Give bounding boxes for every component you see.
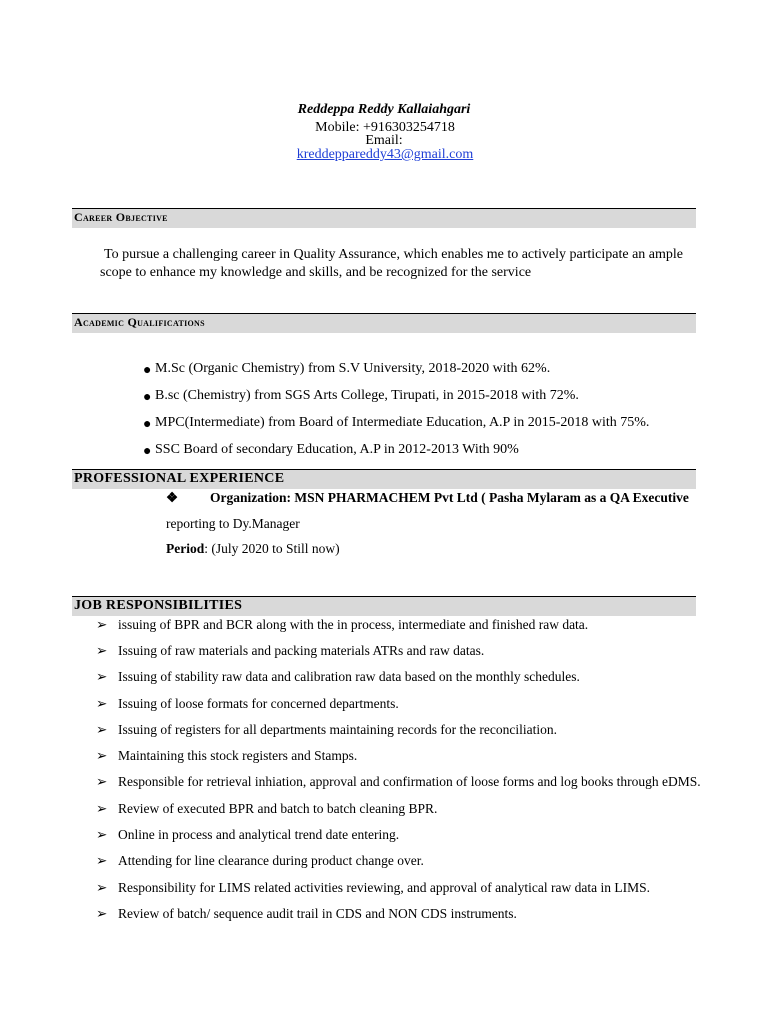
arrow-bullet-icon: ➢ [96, 827, 108, 842]
arrow-bullet-icon: ➢ [96, 853, 108, 868]
professional-experience-header [72, 469, 696, 489]
organization-line: ❖ Organization: MSN PHARMACHEM Pvt Ltd ( Pasha Mylaram as a QA Executive [166, 490, 689, 505]
candidate-name: Reddeppa Reddy Kallaiahgari [297, 102, 471, 117]
list-item: ➢ Attending for line clearance during product change over. [96, 853, 424, 868]
bullet-icon: ● [143, 363, 152, 378]
list-item: ➢ Responsibility for LIMS related activities reviewing, and approval of analytical raw data in LIMS. [96, 880, 650, 895]
email-label: Email: [365, 133, 403, 148]
job-responsibilities-header [72, 596, 696, 616]
arrow-bullet-icon: ➢ [96, 906, 108, 921]
list-item: ➢ Review of batch/ sequence audit trail in CDS and NON CDS instruments. [96, 906, 517, 921]
arrow-bullet-icon: ➢ [96, 617, 108, 632]
list-item: ➢ Issuing of stability raw data and calibration raw data based on the monthly schedules. [96, 669, 580, 684]
career-objective-header [72, 208, 696, 228]
bullet-icon: ● [143, 417, 152, 432]
list-item: ● MPC(Intermediate) from Board of Intermediate Education, A.P in 2015-2018 with 75%. [143, 415, 650, 432]
bullet-icon: ● [143, 390, 152, 405]
list-item: ● B.sc (Chemistry) from SGS Arts College, Tirupati, in 2015-2018 with 72%. [143, 388, 579, 405]
section-title: JOB RESPONSIBILITIES [74, 598, 243, 613]
list-item: ● SSC Board of secondary Education, A.P in 2012-2013 With 90% [143, 442, 519, 459]
list-item: ➢ Issuing of loose formats for concerned departments. [96, 696, 399, 711]
arrow-bullet-icon: ➢ [96, 669, 108, 684]
list-item: ➢ Issuing of raw materials and packing materials ATRs and raw datas. [96, 643, 485, 658]
list-item: ➢ Maintaining this stock registers and Stamps. [96, 748, 358, 763]
section-title: PROFESSIONAL EXPERIENCE [74, 471, 285, 486]
arrow-bullet-icon: ➢ [96, 774, 108, 789]
arrow-bullet-icon: ➢ [96, 722, 108, 737]
arrow-bullet-icon: ➢ [96, 748, 108, 763]
list-item: ➢ Responsible for retrieval inhiation, approval and confirmation of loose forms and log books through eDMS. [96, 774, 701, 789]
academic-qualifications-header [72, 313, 696, 333]
diamond-bullet-icon: ❖ [166, 490, 179, 505]
mobile-number: Mobile: +916303254718 [315, 120, 455, 135]
career-objective-text: To pursue a challenging career in Quality Assurance, which enables me to actively participate an ample scope to enhance my knowledge and skills, and be recognized for the service [100, 247, 684, 280]
email-link[interactable]: kreddeppareddy43@gmail.com [296, 147, 474, 162]
list-item: ➢ Review of executed BPR and batch to batch cleaning BPR. [96, 801, 438, 816]
period-line: Period: (July 2020 to Still now) [166, 541, 340, 556]
list-item: ➢ issuing of BPR and BCR along with the in process, intermediate and finished raw data. [96, 617, 589, 632]
section-title: Academic Qualifications [74, 315, 205, 329]
reporting-line: reporting to Dy.Manager [166, 516, 300, 531]
bullet-icon: ● [143, 444, 152, 459]
list-item: ➢ Online in process and analytical trend date entering. [96, 827, 400, 842]
arrow-bullet-icon: ➢ [96, 643, 108, 658]
arrow-bullet-icon: ➢ [96, 880, 108, 895]
section-title: Career Objective [74, 210, 168, 224]
arrow-bullet-icon: ➢ [96, 696, 108, 711]
list-item: ➢ Issuing of registers for all departments maintaining records for the reconciliation. [96, 722, 557, 737]
list-item: ● M.Sc (Organic Chemistry) from S.V University, 2018-2020 with 62%. [143, 361, 551, 378]
arrow-bullet-icon: ➢ [96, 801, 108, 816]
